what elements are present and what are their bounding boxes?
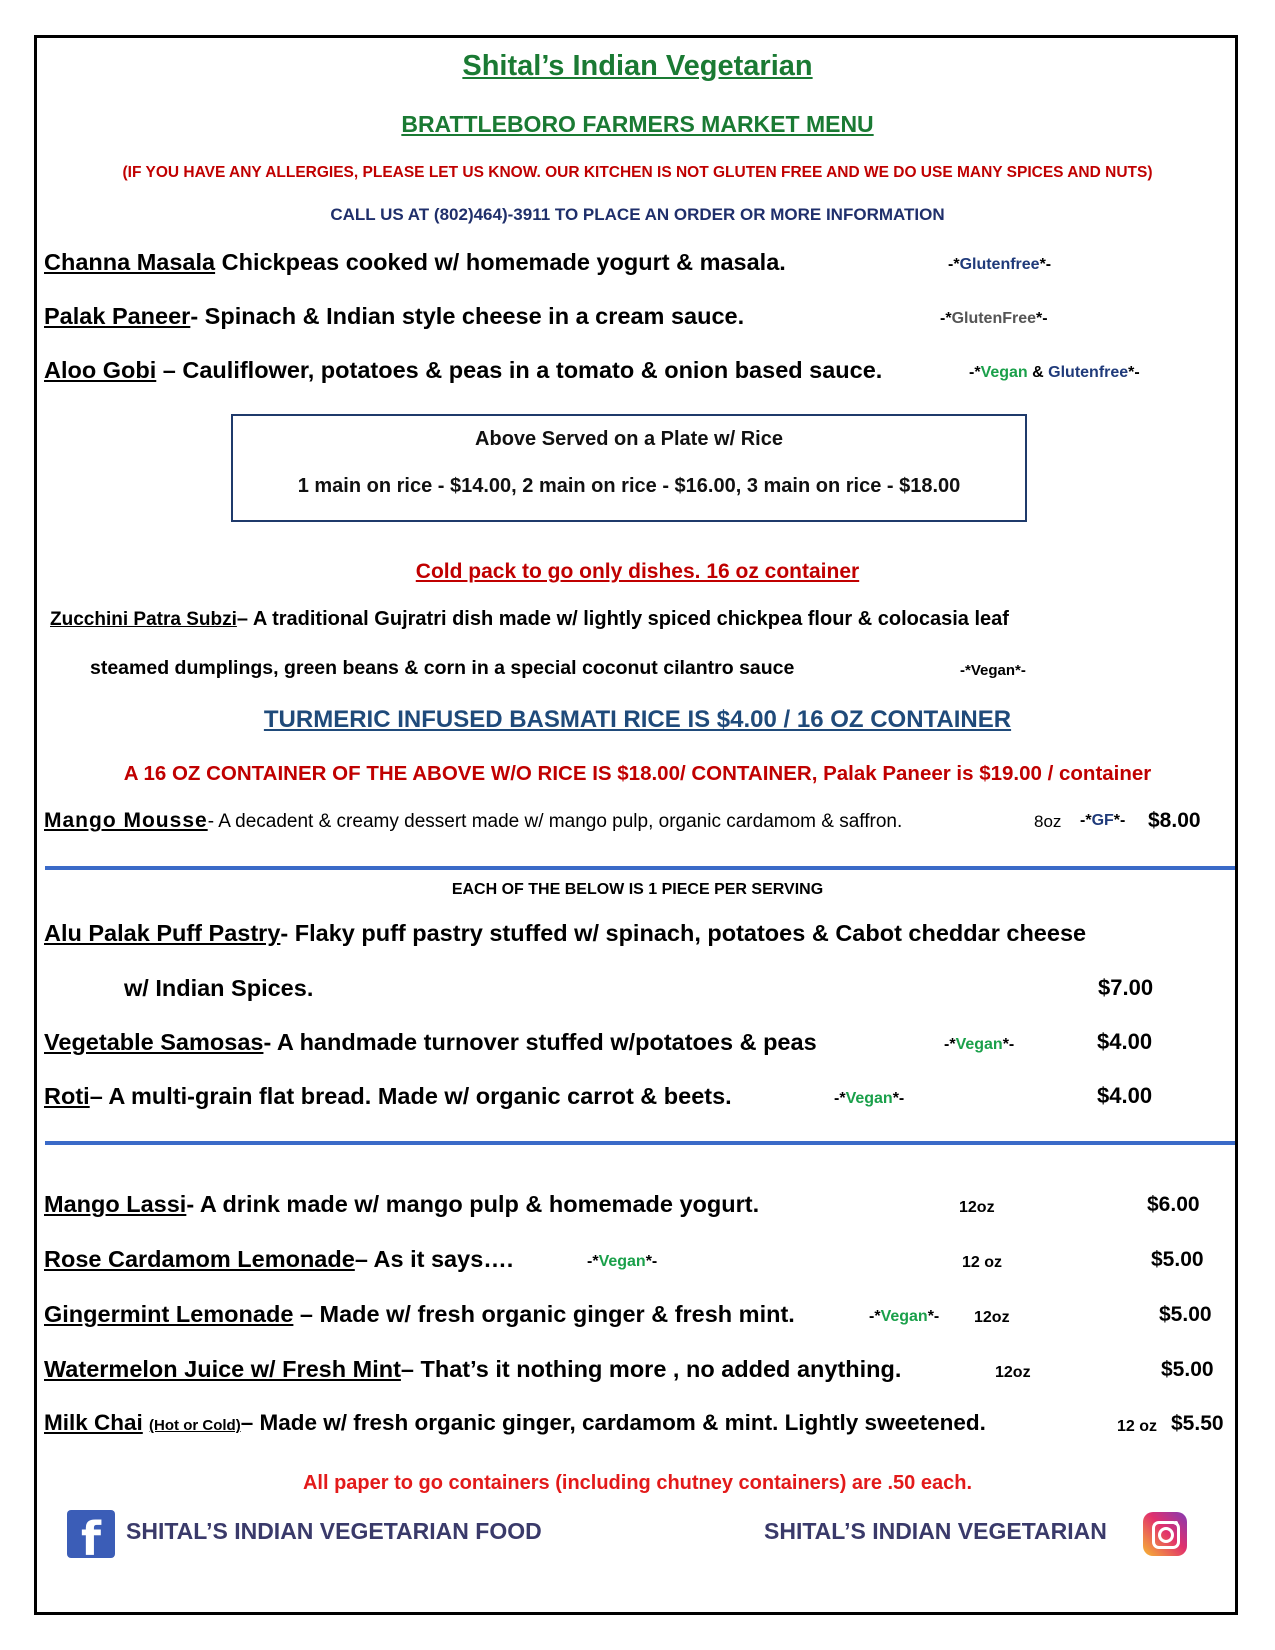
instagram-label: SHITAL’S INDIAN VEGETARIAN: [764, 1518, 1107, 1544]
item-desc: – Made w/ fresh organic ginger, cardamom & mint. Lightly sweetened.: [240, 1410, 986, 1435]
item-desc: – As it says….: [354, 1246, 514, 1272]
item-desc: - A drink made w/ mango pulp & homemade yogurt.: [186, 1191, 760, 1217]
menu-item-gingermint-lemonade: [44, 1301, 795, 1328]
diet-tag: -*Vegan*-: [834, 1090, 905, 1107]
item-price: $4.00: [1097, 1083, 1153, 1108]
diet-tag: -*Vegan*-: [944, 1036, 1015, 1053]
item-name: Channa Masala: [44, 249, 216, 275]
section-divider: [45, 1141, 1235, 1145]
diet-tag-label: Vegan: [845, 1090, 893, 1107]
page-title: Shital’s Indian Vegetarian: [462, 50, 813, 82]
diet-tag: -*Vegan & Glutenfree*-: [969, 364, 1140, 381]
plate-line-2: 1 main on rice - $14.00, 2 main on rice - $16.00, 3 main on rice - $18.00: [297, 475, 961, 497]
item-desc: – Made w/ fresh organic ginger & fresh mint.: [293, 1301, 795, 1327]
item-desc: - A decadent & creamy dessert made w/ mango pulp, organic cardamom & saffron.: [207, 811, 903, 832]
diet-tag: -*GF*-: [1080, 812, 1126, 829]
item-name: Rose Cardamom Lemonade: [44, 1246, 355, 1272]
pieces-heading: EACH OF THE BELOW IS 1 PIECE PER SERVING: [451, 881, 824, 898]
item-name: Zucchini Patra Subzi: [50, 609, 237, 630]
diet-tag-glutenfree: Glutenfree: [1048, 364, 1129, 381]
item-size: 12 oz: [1117, 1418, 1158, 1435]
item-size: 12oz: [995, 1364, 1031, 1381]
item-name-note: (Hot or Cold): [149, 1417, 241, 1434]
menu-item-palak-paneer: [44, 303, 744, 330]
menu-item-roti: [44, 1083, 732, 1110]
item-name: Watermelon Juice w/ Fresh Mint: [44, 1356, 401, 1382]
item-price: $5.00: [1151, 1248, 1204, 1271]
item-desc: – That’s it nothing more , no added anything.: [400, 1356, 902, 1382]
plate-line-1: Above Served on a Plate w/ Rice: [475, 428, 783, 450]
item-size: 12oz: [959, 1199, 995, 1216]
item-price: $7.00: [1098, 975, 1154, 1000]
item-desc: - Spinach & Indian style cheese in a cream sauce.: [190, 303, 745, 329]
item-price: $5.00: [1161, 1358, 1214, 1381]
menu-item-milk-chai: [44, 1410, 986, 1436]
menu-item-watermelon-juice: [44, 1356, 901, 1383]
packaging-note: All paper to go containers (including chutney containers) are .50 each.: [302, 1472, 973, 1494]
section-divider: [45, 866, 1235, 870]
menu-item-alu-palak-puff: [44, 920, 1086, 947]
item-name: Milk Chai: [44, 1410, 143, 1435]
diet-tag: -*Vegan*-: [960, 662, 1026, 679]
item-desc: - Flaky puff pastry stuffed w/ spinach, potatoes & Cabot cheddar cheese: [280, 920, 1087, 946]
facebook-label: SHITAL’S INDIAN VEGETARIAN FOOD: [126, 1518, 542, 1544]
diet-tag-label: GF: [1091, 812, 1114, 829]
menu-item-mango-mousse: [44, 809, 902, 833]
menu-item-rose-cardamom-lemonade: [44, 1246, 513, 1273]
diet-tag: -*Glutenfree*-: [948, 256, 1052, 273]
item-price: $8.00: [1148, 809, 1201, 832]
item-desc-continued: steamed dumplings, green beans & corn in a special coconut cilantro sauce: [90, 657, 795, 679]
menu-item-aloo-gobi: [44, 357, 882, 384]
diet-tag-vegan: Vegan: [980, 364, 1028, 381]
item-size: 12oz: [974, 1309, 1010, 1326]
item-desc: – A multi-grain flat bread. Made w/ organic carrot & beets.: [89, 1083, 732, 1109]
item-name: Roti: [44, 1083, 90, 1109]
item-name: Aloo Gobi: [44, 357, 157, 383]
menu-item-zucchini-patra: [50, 608, 1009, 631]
menu-item-vegetable-samosas: [44, 1029, 817, 1056]
diet-tag-label: Vegan: [955, 1036, 1003, 1053]
item-name: Mango Mousse: [44, 809, 208, 832]
item-size: 12 oz: [962, 1254, 1003, 1271]
diet-tag: -*GlutenFree*-: [940, 310, 1048, 327]
item-name: Vegetable Samosas: [44, 1029, 264, 1055]
diet-tag-label: Vegan: [880, 1308, 928, 1325]
item-price: $6.00: [1147, 1193, 1200, 1216]
item-desc: - A handmade turnover stuffed w/potatoes & peas: [263, 1029, 817, 1055]
item-price: $5.00: [1159, 1303, 1212, 1326]
facebook-icon[interactable]: f: [67, 1510, 115, 1558]
item-name: Alu Palak Puff Pastry: [44, 920, 281, 946]
diet-tag: -*Vegan*-: [869, 1308, 940, 1325]
allergy-note: (IF YOU HAVE ANY ALLERGIES, PLEASE LET US KNOW. OUR KITCHEN IS NOT GLUTEN FREE AND WE DO USE MANY SPICES AND NUTS): [122, 164, 1153, 181]
item-desc-continued: w/ Indian Spices.: [124, 975, 314, 1001]
call-note: CALL US AT (802)464)-3911 TO PLACE AN ORDER OR MORE INFORMATION: [330, 205, 945, 224]
menu-item-mango-lassi: [44, 1191, 759, 1218]
item-price: $4.00: [1097, 1029, 1153, 1054]
item-desc: – Cauliflower, potatoes & peas in a tomato & onion based sauce.: [156, 357, 883, 383]
item-price: $5.50: [1171, 1412, 1224, 1435]
diet-tag-label: Vegan: [970, 662, 1016, 679]
item-name: Palak Paneer: [44, 303, 191, 329]
item-size: 8oz: [1034, 812, 1062, 831]
rice-note: TURMERIC INFUSED BASMATI RICE IS $4.00 / 16 OZ CONTAINER: [263, 706, 1012, 733]
diet-tag: -*Vegan*-: [587, 1253, 658, 1270]
item-name: Mango Lassi: [44, 1191, 187, 1217]
diet-tag-label: GlutenFree: [951, 310, 1037, 327]
item-name: Gingermint Lemonade: [44, 1301, 294, 1327]
item-desc: Chickpeas cooked w/ homemade yogurt & masala.: [215, 249, 786, 275]
diet-tag-label: Glutenfree: [959, 256, 1040, 273]
menu-subtitle: BRATTLEBORO FARMERS MARKET MENU: [401, 111, 874, 137]
instagram-icon[interactable]: [1143, 1512, 1187, 1556]
cold-pack-heading: Cold pack to go only dishes. 16 oz container: [415, 560, 860, 583]
container-note: A 16 OZ CONTAINER OF THE ABOVE W/O RICE IS $18.00/ CONTAINER, Palak Paneer is $19.00 / container: [123, 762, 1152, 785]
menu-item-channa-masala: [44, 249, 786, 276]
diet-tag-label: Vegan: [598, 1253, 646, 1270]
item-desc: – A traditional Gujratri dish made w/ lightly spiced chickpea flour & colocasia leaf: [236, 608, 1009, 630]
